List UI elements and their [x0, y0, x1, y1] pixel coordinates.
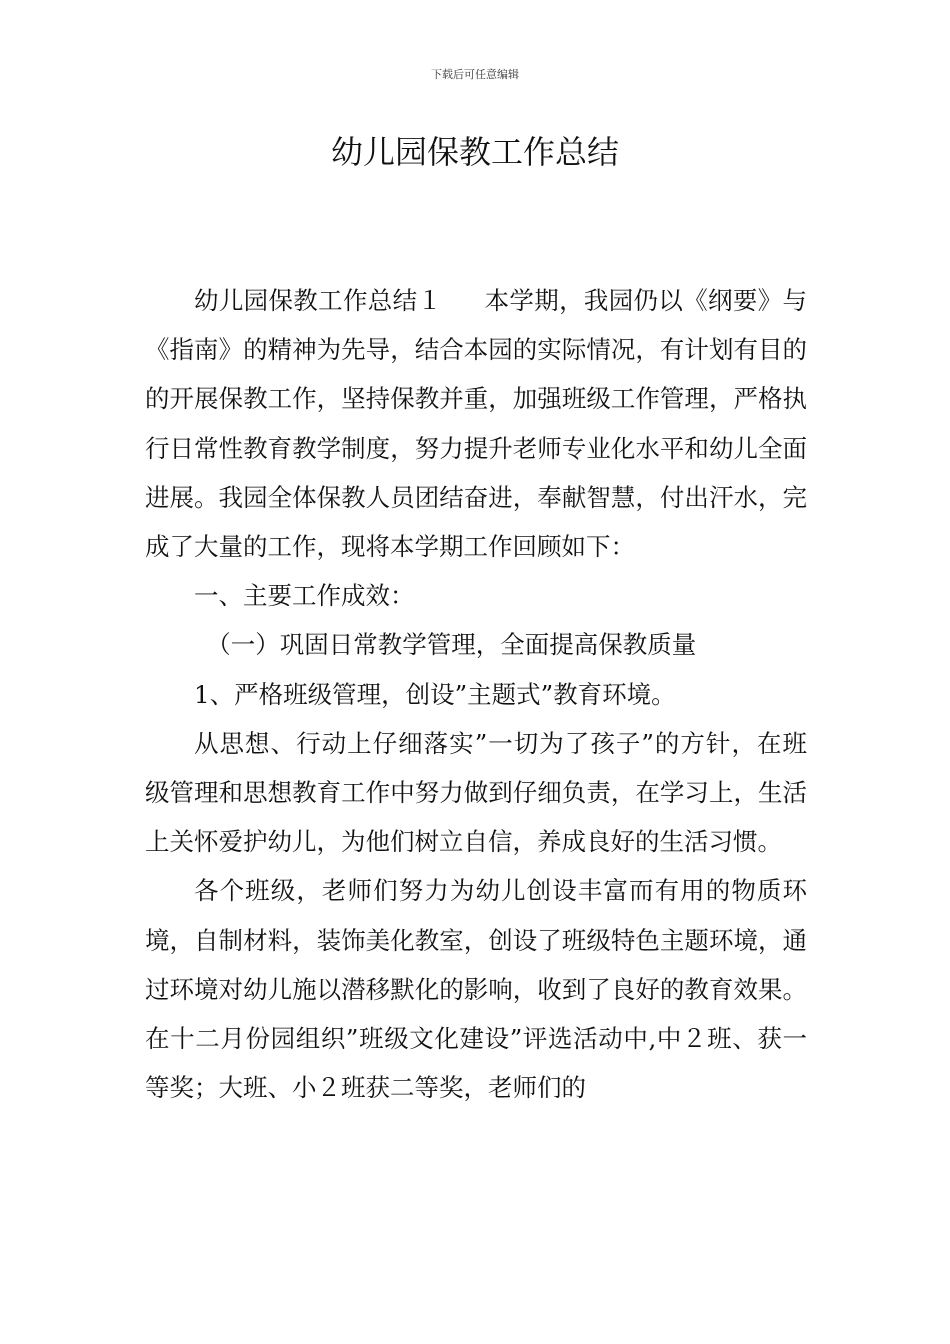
subsection-heading-1: （一）巩固日常教学管理，全面提高保教质量 [206, 630, 697, 660]
page-header-note: 下载后可任意编辑 [431, 68, 519, 81]
paragraph-classroom-environment: 各个班级，老师们努力为幼儿创设丰富而有用的物质环境，自制材料，装饰美化教室，创设了班级特色主题环境，通过环境对幼儿施以潜移默化的影响，收到了良好的教育效果。在十二月份园组织”班级文化建设”评选活动中,中２班、获一等奖；大班、小２班获二等奖，老师们的 [145, 876, 807, 1103]
document-body [145, 276, 807, 1112]
intro-label: 幼儿园保教工作总结１ [194, 286, 443, 315]
intro-paragraph [145, 276, 807, 571]
paragraph-class-management: 从思想、行动上仔细落实”一切为了孩子”的方针，在班级管理和思想教育工作中努力做到仔细负责，在学习上，生活上关怀爱护幼儿，为他们树立自信，养成良好的生活习惯。 [145, 728, 807, 857]
section-heading-main-results: 一、主要工作成效： [194, 581, 415, 611]
document-title: 幼儿园保教工作总结 [330, 133, 619, 171]
intro-text: 本学期，我园仍以《纲要》与《指南》的精神为先导，结合本园的实际情况，有计划有目的的开展保教工作，坚持保教并重，加强班级工作管理，严格执行日常性教育教学制度，努力提升老师专业化水平和幼儿全面进展。我园全体保教人员团结奋进，奉献智慧，付出汗水，完成了大量的工作，现将本学期工作回顾如下： [145, 286, 808, 562]
item-heading-1: 1、严格班级管理，创设”主题式”教育环境。 [194, 679, 676, 709]
